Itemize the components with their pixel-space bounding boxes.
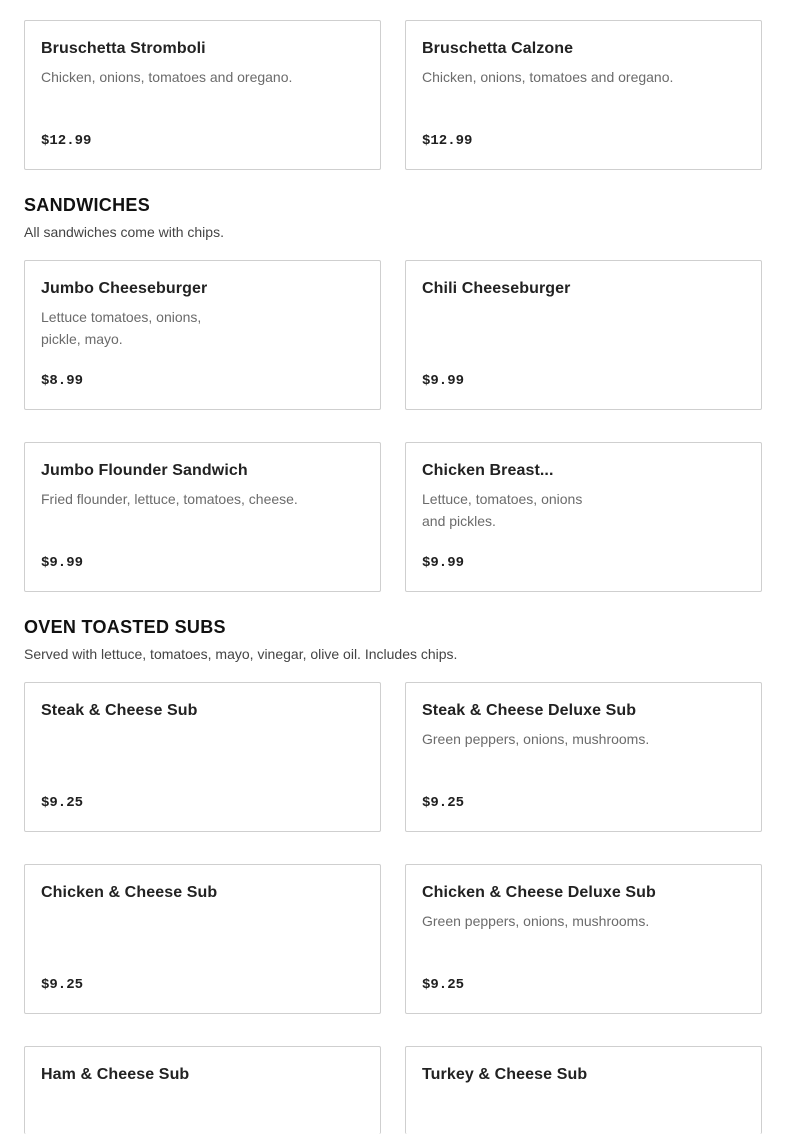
menu-item-card[interactable] xyxy=(24,1046,381,1134)
menu-item-name: Bruschetta Stromboli xyxy=(41,40,206,57)
menu-item-name: Chicken Breast... xyxy=(422,462,554,479)
menu-item-name: Chicken & Cheese Sub xyxy=(41,884,218,901)
menu-item-card[interactable] xyxy=(405,20,762,170)
menu-item-card[interactable] xyxy=(24,260,381,410)
menu-item-price: $9.25 xyxy=(41,977,84,993)
section-title-subs: OVEN TOASTED SUBS xyxy=(24,617,226,637)
menu-item-description: Green peppers, onions, mushrooms. xyxy=(422,731,650,747)
menu-item-card[interactable] xyxy=(405,864,762,1014)
menu-item-name: Chili Cheeseburger xyxy=(422,280,571,297)
menu-item-name: Ham & Cheese Sub xyxy=(41,1066,190,1083)
menu-item-price: $9.99 xyxy=(422,555,465,571)
menu-item-price: $9.25 xyxy=(422,977,465,993)
menu-item-price: $9.99 xyxy=(422,373,465,389)
menu-item-name: Chicken & Cheese Deluxe Sub xyxy=(422,884,656,901)
menu-item-description: Lettuce, tomatoes, onions and pickles. xyxy=(422,491,583,529)
menu-item-price: $12.99 xyxy=(422,133,473,149)
menu-item-name: Jumbo Cheeseburger xyxy=(41,280,208,297)
menu-item-name: Steak & Cheese Deluxe Sub xyxy=(422,702,637,719)
menu-item-name: Bruschetta Calzone xyxy=(422,40,574,57)
menu-item-price: $9.99 xyxy=(41,555,84,571)
menu-item-card[interactable] xyxy=(405,442,762,592)
menu-item-card[interactable] xyxy=(405,260,762,410)
menu-item-description: Chicken, onions, tomatoes and oregano. xyxy=(41,69,293,85)
section-subtitle-sandwiches: All sandwiches come with chips. xyxy=(24,224,224,240)
section-title-sandwiches: SANDWICHES xyxy=(24,195,151,215)
menu-item-name: Jumbo Flounder Sandwich xyxy=(41,462,248,479)
section-subtitle-subs: Served with lettuce, tomatoes, mayo, vinegar, olive oil. Includes chips. xyxy=(24,646,458,662)
menu-item-name: Steak & Cheese Sub xyxy=(41,702,198,719)
menu-item-price: $9.25 xyxy=(422,795,465,811)
menu-item-card[interactable] xyxy=(24,20,381,170)
menu-item-price: $9.25 xyxy=(41,795,84,811)
menu-item-description: Chicken, onions, tomatoes and oregano. xyxy=(422,69,674,85)
menu-item-card[interactable] xyxy=(24,864,381,1014)
menu-item-card[interactable] xyxy=(405,1046,762,1134)
menu-item-card[interactable] xyxy=(24,442,381,592)
menu-item-description: Lettuce tomatoes, onions, pickle, mayo. xyxy=(41,309,202,347)
menu-item-description: Green peppers, onions, mushrooms. xyxy=(422,913,650,929)
menu-item-name: Turkey & Cheese Sub xyxy=(422,1066,588,1083)
menu-item-price: $8.99 xyxy=(41,373,84,389)
menu-item-price: $12.99 xyxy=(41,133,92,149)
menu-item-card[interactable] xyxy=(24,682,381,832)
menu-item-card[interactable] xyxy=(405,682,762,832)
menu-item-description: Fried flounder, lettuce, tomatoes, cheese. xyxy=(41,491,298,507)
